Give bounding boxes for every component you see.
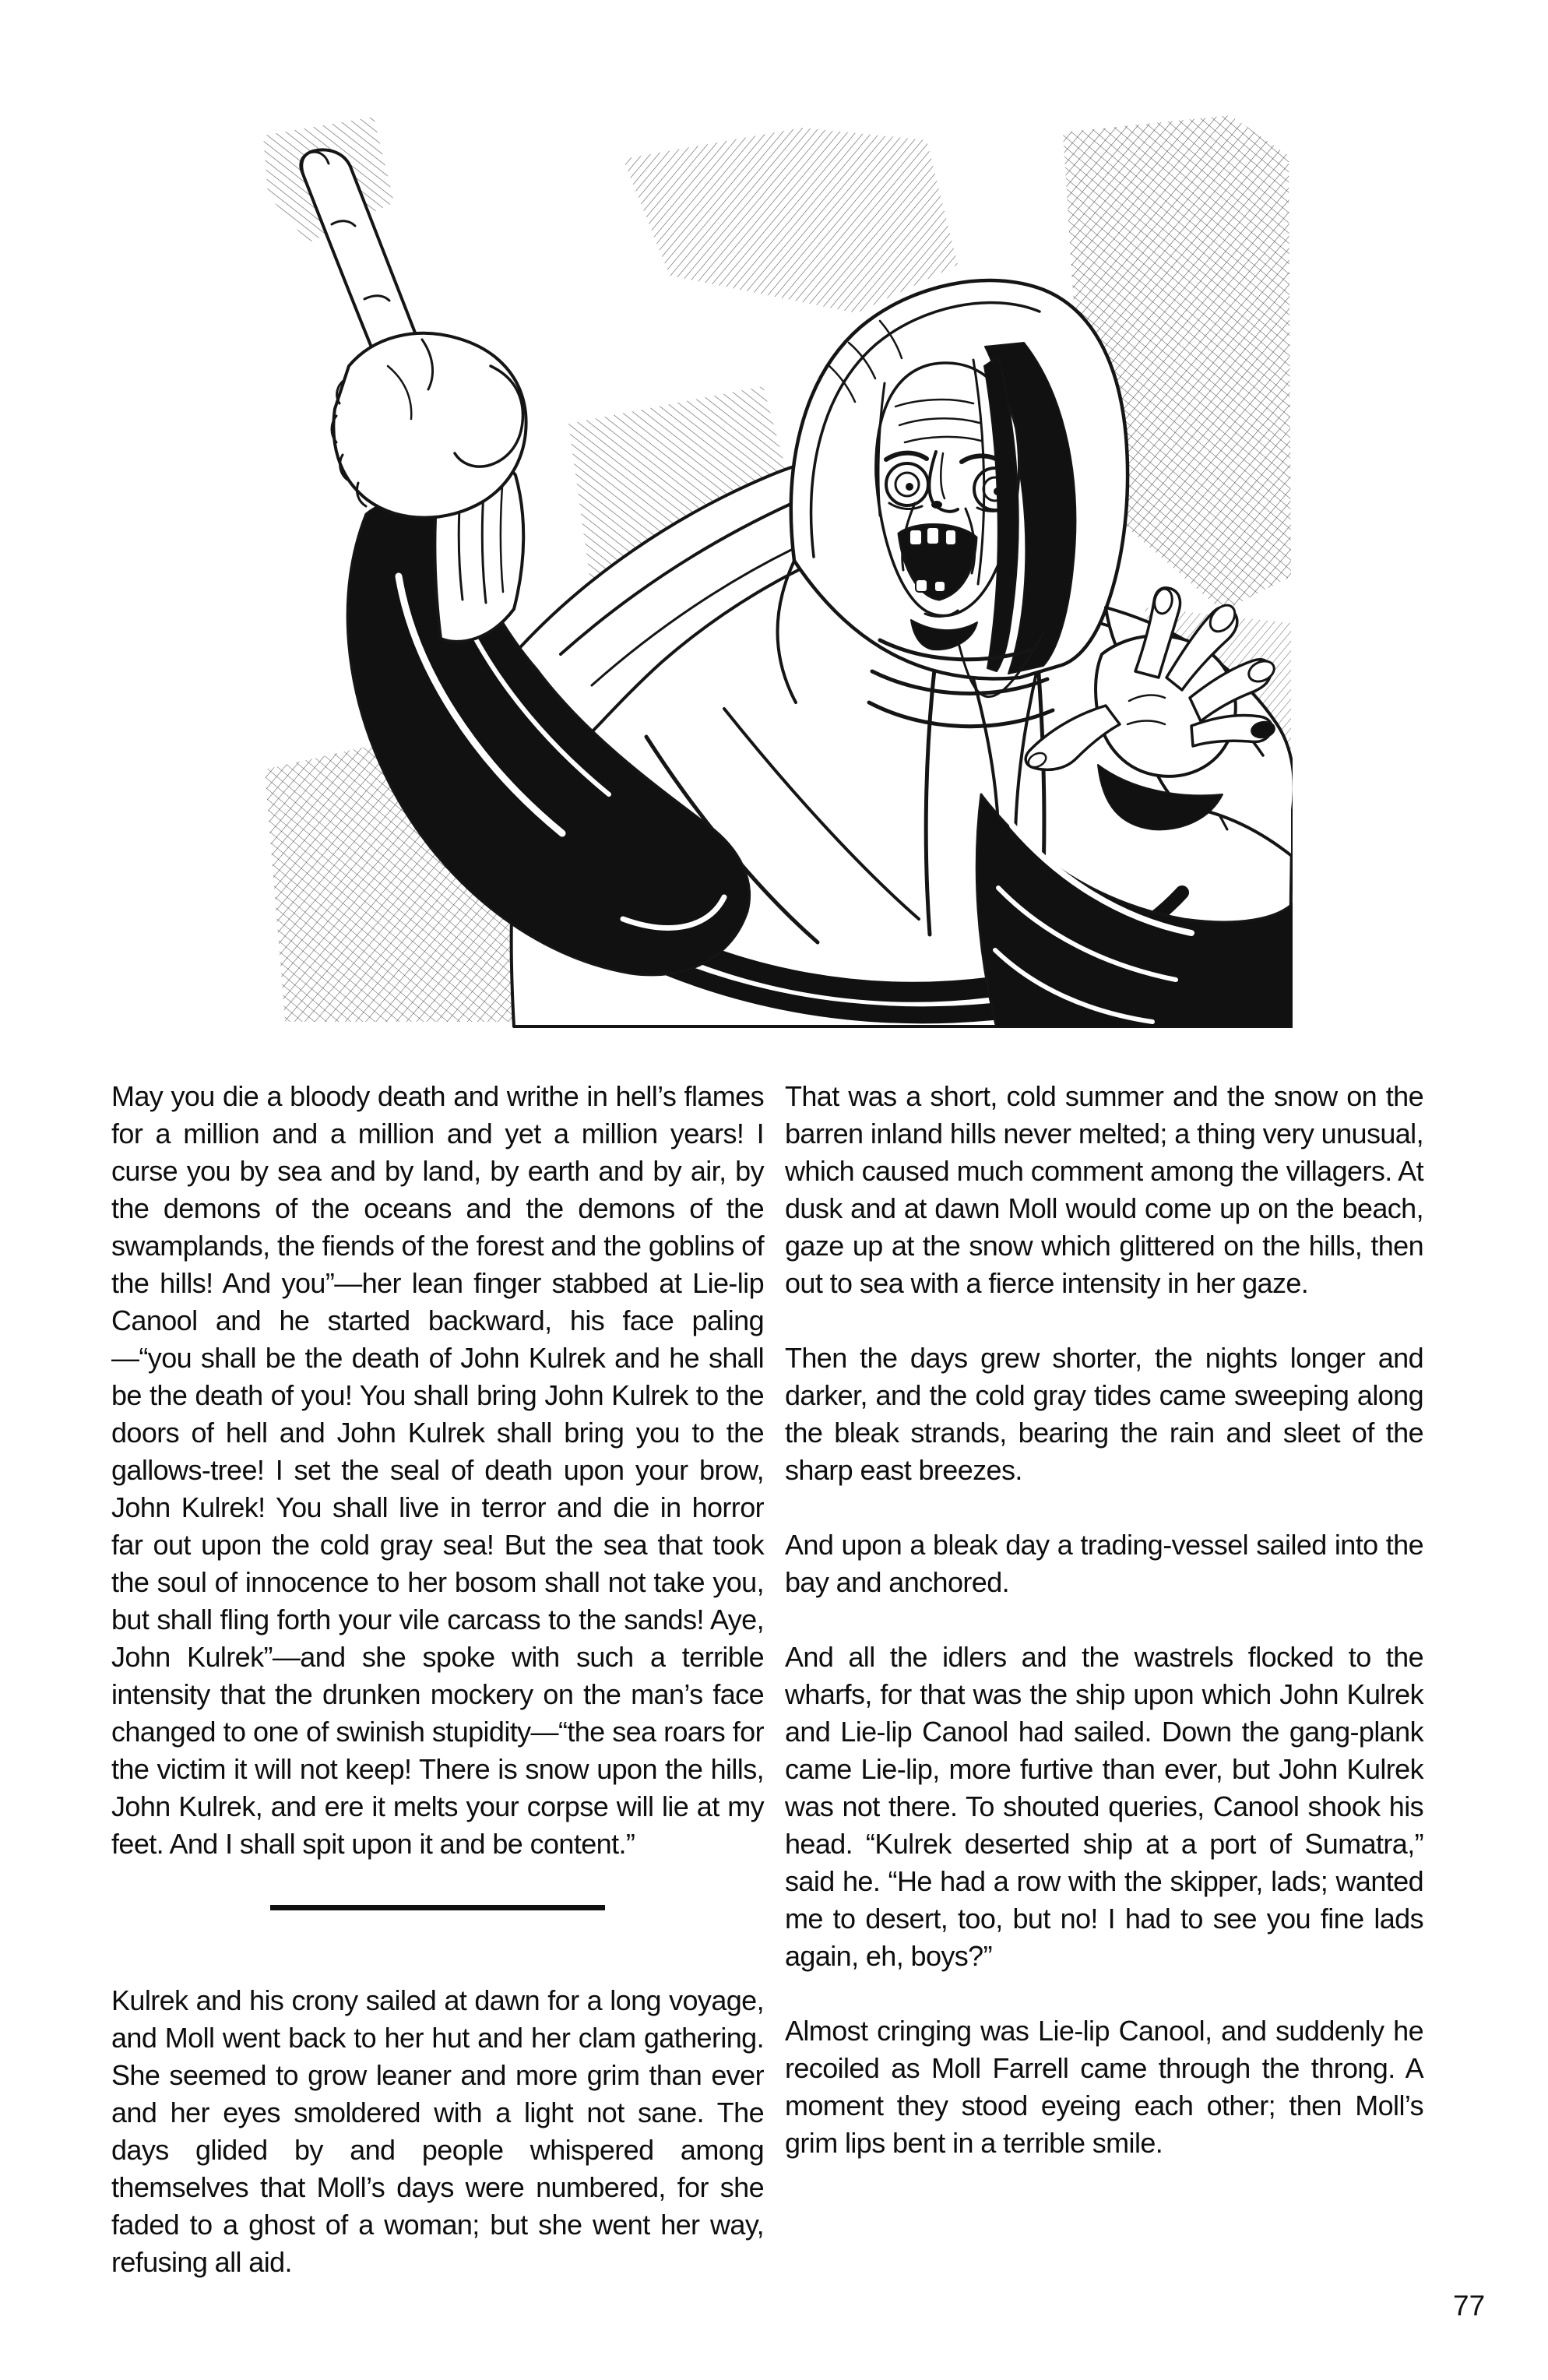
paragraph: And all the idlers and the wastrels flocked to the wharfs, for that was the ship upon which John Kulrek and Lie-lip Canool had sailed. Down the gang-plank came Lie-lip, more furtive than ever, but John Kulrek was not there. To shouted queries, Canool shook his head. “Kulrek deserted ship at a port of Sumatra,” said he. “He had a row with the skipper, lads; wanted me to desert, too, but no! I had to see you fine lads again, eh, boys?”	[785, 1641, 1423, 1972]
paragraph: Kulrek and his crony sailed at dawn for a long voyage, and Moll went back to her hut and her clam gathering. She seemed to grow leaner and more grim than ever and her eyes smoldered with a light not sane. The days glided by and people whispered among themselves that Moll’s days were numbered, for she faded to a ghost of a woman; but she went her way, refusing all aid.	[111, 1984, 764, 2278]
paragraph: Almost cringing was Lie-lip Canool, and suddenly he recoiled as Moll Farrell came through the throng. A moment they stood eyeing each other; then Moll’s grim lips bent in a terrible smile.	[785, 2015, 1423, 2159]
story-illustration	[257, 109, 1293, 1028]
page-number: 77	[1453, 2290, 1486, 2322]
paragraph: Then the days grew shorter, the nights longer and darker, and the cold gray tides came sweeping along the bleak strands, bearing the rain and sleet of the sharp east breezes.	[785, 1342, 1423, 1486]
crone-illustration	[257, 109, 1293, 1028]
section-divider	[270, 1905, 605, 1910]
paragraph: And upon a bleak day a trading-vessel sailed into the bay and anchored.	[785, 1529, 1423, 1598]
left-column	[111, 1078, 764, 2318]
paragraph: May you die a bloody death and writhe in hell’s flames for a million and a million and yet a million years! I curse you by sea and by land, by earth and by air, by the demons of the oceans and the demons of the swamplands, the fiends of the forest and the goblins of the hills! And you”—her lean finger stabbed at Lie-lip Canool and he started backward, his face paling—“you shall be the death of John Kulrek and he shall be the death of you! You shall bring John Kulrek to the doors of hell and John Kulrek shall bring you to the gallows-tree! I set the seal of death upon your brow, John Kulrek! You shall live in terror and die in horror far out upon the cold gray sea! But the sea that took the soul of innocence to her bosom shall not take you, but shall fling forth your vile carcass to the sands! Aye, John Kulrek”—and she spoke with such a terrible intensity that the drunken mockery on the man’s face changed to one of swinish stupidity—“the sea roars for the victim it will not keep! There is snow upon the hills, John Kulrek, and ere it melts your corpse will lie at my feet. And I shall spit upon it and be content.”	[111, 1080, 764, 1860]
paragraph: That was a short, cold summer and the snow on the barren inland hills never melted; a thing very unusual, which caused much comment among the villagers. At dusk and at dawn Moll would come up on the beach, gaze up at the snow which glittered on the hills, then out to sea with a fierce intensity in her gaze.	[785, 1080, 1423, 1299]
pointing-hand	[301, 150, 526, 517]
right-column	[785, 1078, 1423, 2199]
